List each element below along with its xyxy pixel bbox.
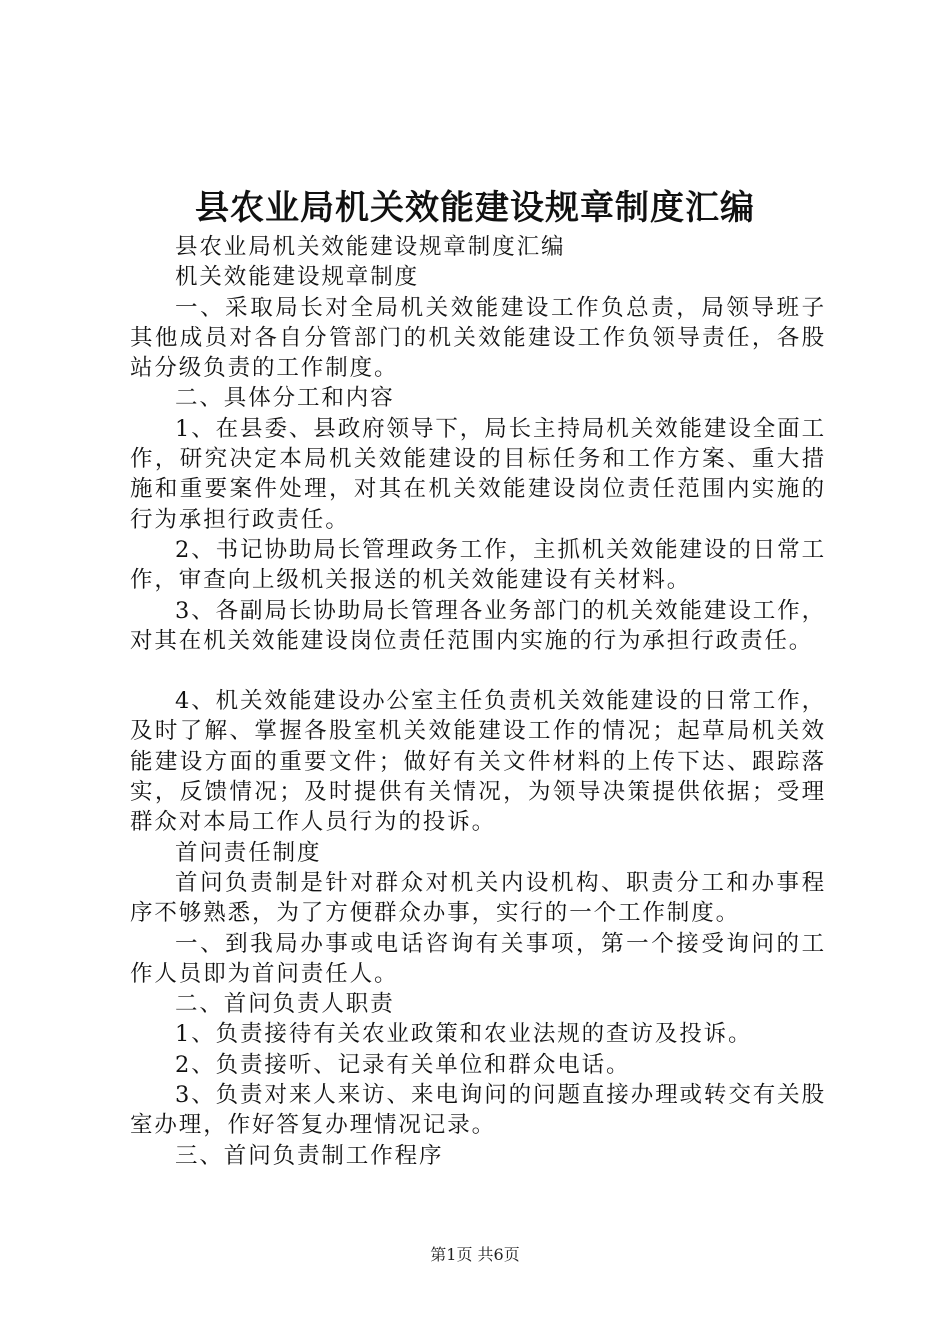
- paragraph: 一、到我局办事或电话咨询有关事项，第一个接受询问的工作人员即为首问责任人。: [130, 930, 826, 987]
- paragraph: 3、各副局长协助局长管理各业务部门的机关效能建设工作，对其在机关效能建设岗位责任范围内实施的行为承担行政责任。: [130, 597, 826, 654]
- paragraph: 1、在县委、县政府领导下，局长主持局机关效能建设全面工作，研究决定本局机关效能建设的目标任务和工作方案、重大措施和重要案件处理，对其在机关效能建设岗位责任范围内实施的行为承担行政责任。: [130, 415, 826, 533]
- paragraph: 3、负责对来人来访、来电询问的问题直接办理或转交有关股室办理，作好答复办理情况记录。: [130, 1082, 826, 1139]
- section-heading: 二、具体分工和内容: [175, 385, 395, 412]
- section-heading: 三、首问负责制工作程序: [175, 1142, 444, 1169]
- paragraph: 一、采取局长对全局机关效能建设工作负总责，局领导班子其他成员对各自分管部门的机关效能建设工作负领导责任，各股站分级负责的工作制度。: [130, 294, 826, 382]
- paragraph: 4、机关效能建设办公室主任负责机关效能建设的日常工作，及时了解、掌握各股室机关效能建设工作的情况；起草局机关效能建设方面的重要文件；做好有关文件材料的上传下达、跟踪落实，反馈情况；及时提供有关情况，为领导决策提供依据；受理群众对本局工作人员行为的投诉。: [130, 688, 826, 836]
- paragraph: 首问负责制是针对群众对机关内设机构、职责分工和办事程序不够熟悉，为了方便群众办事，实行的一个工作制度。: [130, 869, 826, 927]
- paragraph-subtitle: 县农业局机关效能建设规章制度汇编: [175, 234, 566, 260]
- section-heading: 二、首问负责人职责: [175, 991, 395, 1018]
- page-number-footer: 第1页 共6页: [430, 1245, 520, 1264]
- paragraph: 1、负责接待有关农业政策和农业法规的查访及投诉。: [175, 1021, 753, 1048]
- paragraph: 2、负责接听、记录有关单位和群众电话。: [175, 1051, 631, 1078]
- document-title: 县农业局机关效能建设规章制度汇编: [195, 188, 755, 228]
- section-heading-first-inquiry: 首问责任制度: [175, 839, 322, 866]
- document-body: [130, 232, 826, 1171]
- section-heading-efficiency-rules: 机关效能建设规章制度: [175, 264, 420, 291]
- paragraph: 2、书记协助局长管理政务工作，主抓机关效能建设的日常工作，审查向上级机关报送的机关效能建设有关材料。: [130, 536, 826, 594]
